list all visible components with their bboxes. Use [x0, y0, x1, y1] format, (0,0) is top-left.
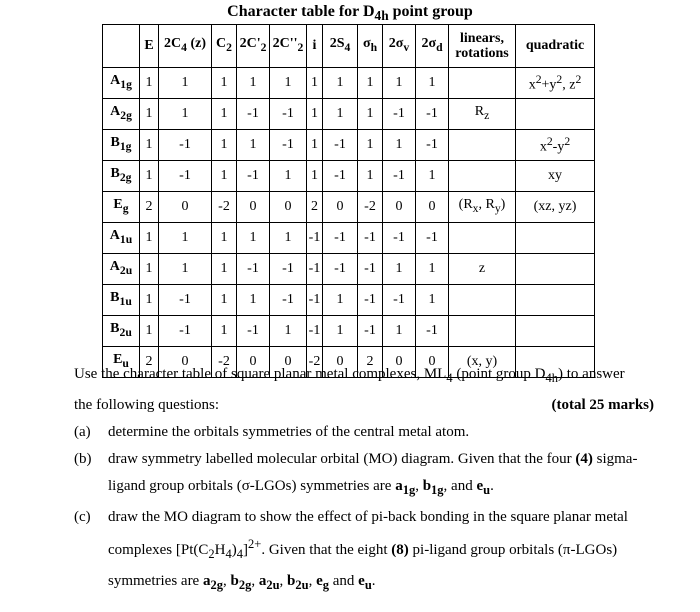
quadratic-cell: [516, 254, 595, 285]
character-cell: 1: [383, 130, 416, 161]
character-cell: 1: [323, 316, 358, 347]
character-cell: -2: [212, 192, 237, 223]
irrep-label: $B_{2u}$: [103, 316, 140, 347]
question-item-label: (b): [74, 451, 92, 467]
character-cell: -2: [307, 347, 323, 378]
character-cell: 1: [307, 68, 323, 99]
character-cell: 0: [383, 192, 416, 223]
character-cell: -1: [416, 130, 449, 161]
character-cell: 1: [358, 130, 383, 161]
question-intro-row: [74, 361, 654, 392]
irrep-label: $A_{1u}$: [103, 223, 140, 254]
character-cell: 1: [307, 99, 323, 130]
question-block: [74, 361, 654, 599]
question-items: [74, 419, 654, 599]
character-cell: 1: [270, 316, 307, 347]
irrep-label: $B_{1g}$: [103, 130, 140, 161]
irrep-label: $A_{2g}$: [103, 99, 140, 130]
character-cell: 0: [323, 192, 358, 223]
quadratic-cell: [516, 223, 595, 254]
character-cell: 1: [212, 316, 237, 347]
character-cell: -2: [212, 347, 237, 378]
character-cell: 2: [140, 347, 159, 378]
character-cell: 1: [383, 68, 416, 99]
character-cell: 1: [237, 68, 270, 99]
character-cell: 1: [212, 161, 237, 192]
character-cell: 1: [383, 316, 416, 347]
table-header-row: [103, 25, 595, 68]
question-item: [74, 504, 654, 599]
character-cell: 1: [270, 68, 307, 99]
irrep-label: $E_u$: [103, 347, 140, 378]
quadratic-cell: xy: [516, 161, 595, 192]
character-cell: 1: [270, 223, 307, 254]
question-intro-row2: [74, 392, 654, 419]
header-2sigma-v: $2\sigma_v$: [383, 25, 416, 68]
linear-rotation-cell: ($R_x$, $R_y$): [449, 192, 516, 223]
character-cell: 1: [140, 316, 159, 347]
character-cell: -1: [416, 223, 449, 254]
character-cell: 2: [307, 192, 323, 223]
header-linears-rotations: linears, rotations: [449, 25, 516, 68]
character-cell: 1: [140, 223, 159, 254]
question-item-label: (a): [74, 424, 91, 440]
character-cell: -1: [159, 285, 212, 316]
character-cell: -1: [383, 285, 416, 316]
character-cell: -1: [323, 161, 358, 192]
character-cell: 1: [140, 254, 159, 285]
character-cell: 1: [416, 161, 449, 192]
quadratic-cell: [516, 285, 595, 316]
table-row: [103, 130, 595, 161]
header-2C4: $2C_4$ (z): [159, 25, 212, 68]
irrep-label: $A_{1g}$: [103, 68, 140, 99]
irrep-label: $B_{2g}$: [103, 161, 140, 192]
character-cell: -1: [358, 316, 383, 347]
linear-rotation-cell: [449, 285, 516, 316]
question-intro-line1: Use the character table of square planar metal complexes, $ML_4$ (point group $D_{4h}$) to answer: [74, 366, 625, 385]
character-cell: -1: [358, 285, 383, 316]
character-cell: 1: [358, 68, 383, 99]
quadratic-cell: $x^2-y^2$: [516, 130, 595, 161]
character-cell: 1: [140, 285, 159, 316]
table-row: [103, 223, 595, 254]
header-2sigma-d: $2\sigma_d$: [416, 25, 449, 68]
character-cell: 0: [416, 347, 449, 378]
quadratic-cell: (xz, yz): [516, 192, 595, 223]
character-cell: 0: [237, 347, 270, 378]
character-cell: 1: [270, 161, 307, 192]
irrep-label: $E_g$: [103, 192, 140, 223]
quadratic-cell: [516, 99, 595, 130]
character-cell: -1: [270, 130, 307, 161]
table-row: [103, 68, 595, 99]
character-cell: 0: [416, 192, 449, 223]
character-cell: 1: [416, 285, 449, 316]
linear-rotation-cell: [449, 161, 516, 192]
character-cell: -1: [270, 285, 307, 316]
irrep-label: $A_{2u}$: [103, 254, 140, 285]
linear-rotation-cell: [449, 68, 516, 99]
linear-rotation-cell: (x, y): [449, 347, 516, 378]
header-corner: [103, 25, 140, 68]
character-cell: -1: [416, 99, 449, 130]
header-2C2prime: $2C'_2$: [237, 25, 270, 68]
character-cell: 0: [383, 347, 416, 378]
character-cell: -1: [237, 254, 270, 285]
character-cell: 0: [323, 347, 358, 378]
character-cell: 1: [159, 99, 212, 130]
character-cell: -1: [159, 316, 212, 347]
table-row: [103, 99, 595, 130]
quadratic-cell: [516, 316, 595, 347]
header-quadratic: quadratic: [516, 25, 595, 68]
table-row: [103, 192, 595, 223]
character-cell: -1: [159, 130, 212, 161]
character-cell: -1: [358, 254, 383, 285]
character-cell: 1: [416, 254, 449, 285]
character-cell: -1: [358, 223, 383, 254]
character-cell: 1: [237, 223, 270, 254]
character-cell: -1: [237, 161, 270, 192]
character-cell: 1: [159, 223, 212, 254]
question-item-text: determine the orbitals symmetries of the central metal atom.: [108, 424, 470, 440]
character-cell: 1: [212, 130, 237, 161]
character-cell: 1: [159, 254, 212, 285]
character-cell: 1: [140, 68, 159, 99]
character-cell: 1: [323, 285, 358, 316]
character-cell: -1: [383, 99, 416, 130]
character-cell: -1: [270, 99, 307, 130]
character-cell: -1: [237, 316, 270, 347]
header-2S4: $2S_4$: [323, 25, 358, 68]
character-cell: 1: [212, 68, 237, 99]
table-row: [103, 285, 595, 316]
character-cell: -1: [307, 316, 323, 347]
character-cell: -1: [323, 254, 358, 285]
character-cell: 1: [358, 161, 383, 192]
total-marks: (total 25 marks): [551, 397, 654, 413]
character-cell: 1: [307, 161, 323, 192]
linear-rotation-cell: [449, 130, 516, 161]
character-cell: 1: [383, 254, 416, 285]
character-cell: -1: [307, 223, 323, 254]
quadratic-cell: $x^2+y^2$, $z^2$: [516, 68, 595, 99]
question-item-label: (c): [74, 509, 91, 525]
table-row: [103, 161, 595, 192]
header-i: i: [307, 25, 323, 68]
character-table: [102, 24, 595, 378]
table-title: [0, 2, 700, 26]
character-cell: -1: [237, 99, 270, 130]
character-cell: -1: [307, 254, 323, 285]
character-cell: -1: [383, 223, 416, 254]
character-cell: 2: [140, 192, 159, 223]
table-title-text: Character table for $D_{4h}$ point group: [227, 3, 473, 24]
character-cell: 1: [307, 130, 323, 161]
character-cell: 1: [416, 68, 449, 99]
character-cell: 0: [159, 347, 212, 378]
header-C2: $C_2$: [212, 25, 237, 68]
linear-rotation-cell: $R_z$: [449, 99, 516, 130]
character-cell: 1: [323, 68, 358, 99]
character-cell: -1: [383, 161, 416, 192]
header-sigma-h: $\sigma_h$: [358, 25, 383, 68]
table-body: [103, 68, 595, 378]
header-E: E: [140, 25, 159, 68]
character-cell: -1: [270, 254, 307, 285]
question-item: [74, 446, 654, 504]
character-cell: 1: [140, 130, 159, 161]
character-cell: 1: [140, 99, 159, 130]
character-cell: -1: [323, 130, 358, 161]
character-cell: 1: [212, 254, 237, 285]
character-cell: 0: [237, 192, 270, 223]
character-cell: -1: [159, 161, 212, 192]
linear-rotation-cell: [449, 316, 516, 347]
character-cell: 1: [237, 285, 270, 316]
character-cell: 0: [159, 192, 212, 223]
header-2C2dblprime: $2C''_2$: [270, 25, 307, 68]
question-item-text: draw the MO diagram to show the effect of pi-back bonding in the square planar metal complexes $[Pt(C_2H_4)_4]^{2+}$. Given that the eight (8) pi-ligand group orbitals (π-LGOs) symmetries are $a_{2g}$, $b_{2g}$, $a_{2u}$, $b_{2u}$, $e_g$ and $e_u$.: [108, 509, 628, 592]
character-cell: 1: [358, 99, 383, 130]
character-cell: 1: [323, 99, 358, 130]
table-row: [103, 254, 595, 285]
linear-rotation-cell: [449, 223, 516, 254]
character-cell: -2: [358, 192, 383, 223]
character-cell: -1: [307, 285, 323, 316]
linear-rotation-cell: z: [449, 254, 516, 285]
irrep-label: $B_{1u}$: [103, 285, 140, 316]
question-intro-line2: the following questions:: [74, 397, 219, 413]
table-row: [103, 316, 595, 347]
character-cell: 0: [270, 192, 307, 223]
character-cell: 1: [159, 68, 212, 99]
character-cell: 1: [140, 161, 159, 192]
character-cell: 1: [212, 99, 237, 130]
question-item: [74, 419, 654, 446]
character-cell: -1: [323, 223, 358, 254]
character-cell: 1: [237, 130, 270, 161]
character-cell: 2: [358, 347, 383, 378]
character-cell: 0: [270, 347, 307, 378]
question-item-text: draw symmetry labelled molecular orbital (MO) diagram. Given that the four (4) sigma-ligand group orbitals (σ-LGOs) symmetries are $a_{1g}$, $b_{1g}$, and $e_u$.: [108, 451, 638, 497]
character-cell: 1: [212, 223, 237, 254]
character-cell: -1: [416, 316, 449, 347]
character-cell: 1: [212, 285, 237, 316]
